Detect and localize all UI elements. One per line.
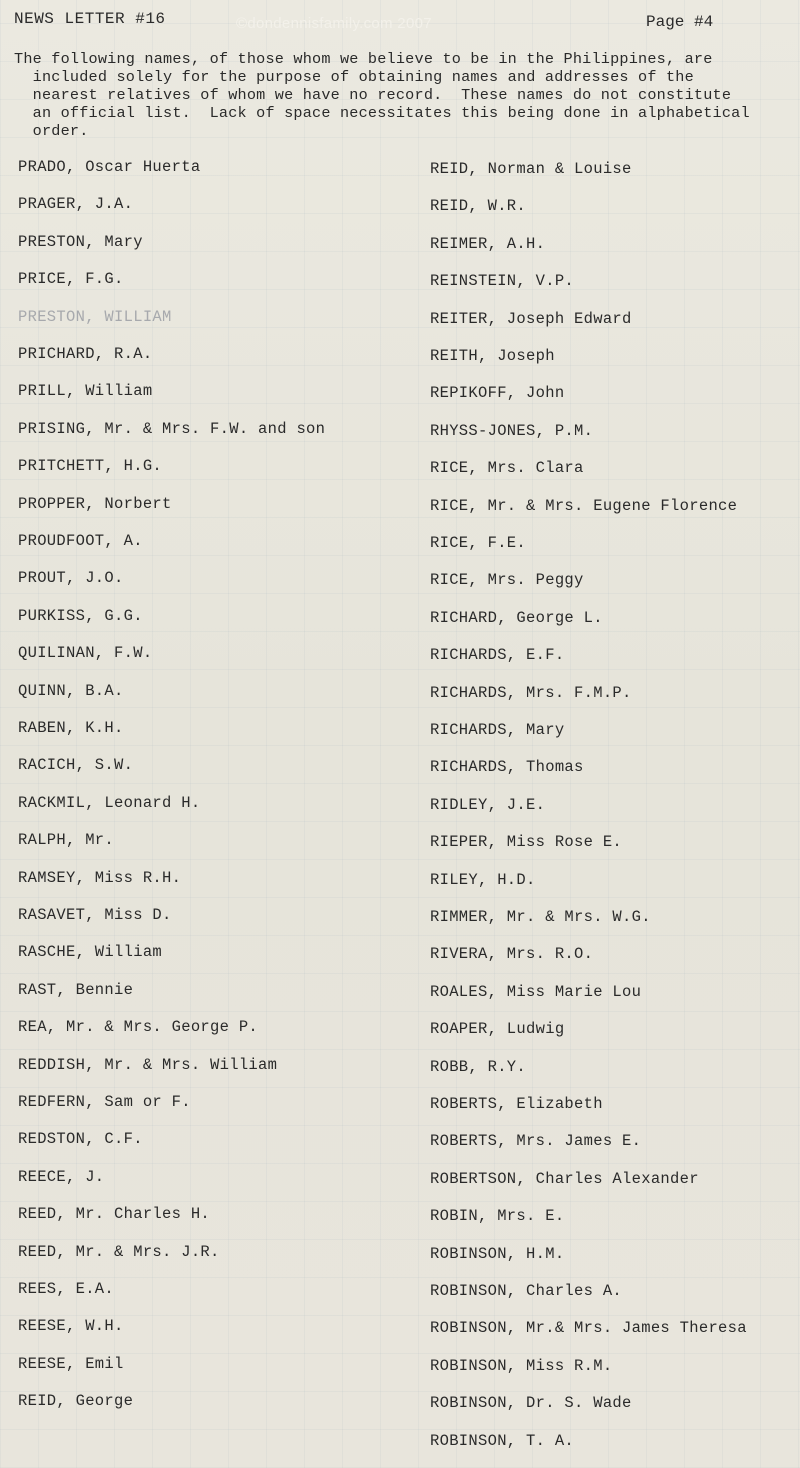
right-name-entry: RICHARDS, E.F. [430,646,565,665]
left-name-entry: REID, George [18,1392,134,1411]
left-name-entry: RACKMIL, Leonard H. [18,793,201,812]
right-name-entry: ROBINSON, H.M. [430,1244,565,1263]
left-name-entry: QUILINAN, F.W. [18,644,153,663]
left-name-entry: RAST, Bennie [18,980,134,999]
left-name-entry: REESE, Emil [18,1354,124,1373]
left-name-entry: PROUDFOOT, A. [18,532,143,550]
right-name-entry: REPIKOFF, John [430,384,565,403]
intro-line: The following names, of those whom we believe to be in the Philippines, are [14,50,713,68]
left-name-entry: REESE, W.H. [18,1317,124,1336]
right-name-entry: RICE, F.E. [430,534,527,552]
left-name-entry: PRESTON, WILLIAM [18,307,172,326]
left-name-entry: PRICHARD, R.A. [18,345,153,363]
left-name-entry: REDSTON, C.F. [18,1130,143,1149]
intro-line: order. [14,122,89,140]
right-name-entry: REITH, Joseph [430,347,555,365]
right-name-entry: RIDLEY, J.E. [430,795,546,814]
right-name-entry: REID, Norman & Louise [430,160,632,178]
left-name-entry: PROUT, J.O. [18,569,124,588]
right-name-entry: RICE, Mrs. Peggy [430,571,584,590]
right-name-entry: RICE, Mr. & Mrs. Eugene Florence [430,496,738,515]
intro-line: nearest relatives of whom we have no record. These names do not constitute [14,86,732,104]
left-name-entry: QUINN, B.A. [18,681,124,700]
right-name-entry: RICHARDS, Thomas [430,758,584,777]
right-name-entry: ROBINSON, T. A. [430,1431,575,1450]
right-name-entry: ROBERTS, Elizabeth [430,1095,603,1113]
right-name-entry: RILEY, H.D. [430,870,536,889]
newsletter-title: NEWS LETTER #16 [14,10,166,28]
right-name-entry: RHYSS-JONES, P.M. [430,421,594,440]
left-name-entry: PURKISS, G.G. [18,606,143,625]
left-name-entry: PRITCHETT, H.G. [18,457,163,476]
right-name-entry: ROBB, R.Y. [430,1057,527,1076]
right-name-entry: RICHARDS, Mrs. F.M.P. [430,683,632,702]
left-name-entry: RASAVET, Miss D. [18,906,172,924]
right-name-entry: ROBINSON, Miss R.M. [430,1356,613,1375]
right-name-entry: ROAPER, Ludwig [430,1020,565,1039]
left-name-entry: RAMSEY, Miss R.H. [18,868,182,887]
right-name-entry: ROBINSON, Dr. S. Wade [430,1394,632,1413]
right-name-entry: ROBINSON, Mr.& Mrs. James Theresa [430,1319,747,1338]
left-name-entry: RACICH, S.W. [18,756,134,775]
right-name-entry: RIEPER, Miss Rose E. [430,833,623,852]
left-name-entry: REDDISH, Mr. & Mrs. William [18,1055,278,1074]
left-name-entry: PRAGER, J.A. [18,195,134,214]
left-name-entry: REED, Mr. & Mrs. J.R. [18,1242,220,1261]
left-name-entry: PRESTON, Mary [18,232,143,251]
right-name-entry: ROBIN, Mrs. E. [430,1207,565,1226]
left-name-entry: PRADO, Oscar Huerta [18,158,201,176]
left-name-entry: RALPH, Mr. [18,831,115,850]
left-name-entry: REECE, J. [18,1167,105,1186]
right-name-entry: RIVERA, Mrs. R.O. [430,945,594,964]
right-name-entry: ROBERTSON, Charles Alexander [430,1169,699,1188]
right-name-entry: RICE, Mrs. Clara [430,459,584,478]
right-name-entry: RIMMER, Mr. & Mrs. W.G. [430,908,651,926]
right-name-entry: REIMER, A.H. [430,234,546,253]
left-name-entry: REED, Mr. Charles H. [18,1205,211,1224]
right-name-entry: REINSTEIN, V.P. [430,272,575,291]
left-name-entry: PRILL, William [18,382,153,401]
intro-line: an official list. Lack of space necessitates this being done in alphabetical [14,104,750,122]
right-name-entry: REID, W.R. [430,197,527,216]
right-name-entry: RICHARD, George L. [430,608,603,627]
copyright-watermark: ©dondennisfamily.com 2007 [236,15,432,32]
left-name-entry: REES, E.A. [18,1280,115,1298]
left-name-entry: PRICE, F.G. [18,270,124,289]
right-name-entry: ROBINSON, Charles A. [430,1282,623,1300]
left-name-entry: PROPPER, Norbert [18,494,172,513]
left-name-entry: REA, Mr. & Mrs. George P. [18,1018,259,1037]
right-name-entry: ROALES, Miss Marie Lou [430,982,642,1001]
right-name-entry: RICHARDS, Mary [430,721,565,739]
left-name-entry: RABEN, K.H. [18,719,124,737]
right-name-entry: REITER, Joseph Edward [430,309,632,328]
left-name-entry: REDFERN, Sam or F. [18,1093,191,1111]
left-name-entry: RASCHE, William [18,943,163,962]
page-number: Page #4 [646,13,714,31]
left-name-entry: PRISING, Mr. & Mrs. F.W. and son [18,419,326,438]
intro-line: included solely for the purpose of obtaining names and addresses of the [14,68,694,86]
right-name-entry: ROBERTS, Mrs. James E. [430,1132,642,1151]
